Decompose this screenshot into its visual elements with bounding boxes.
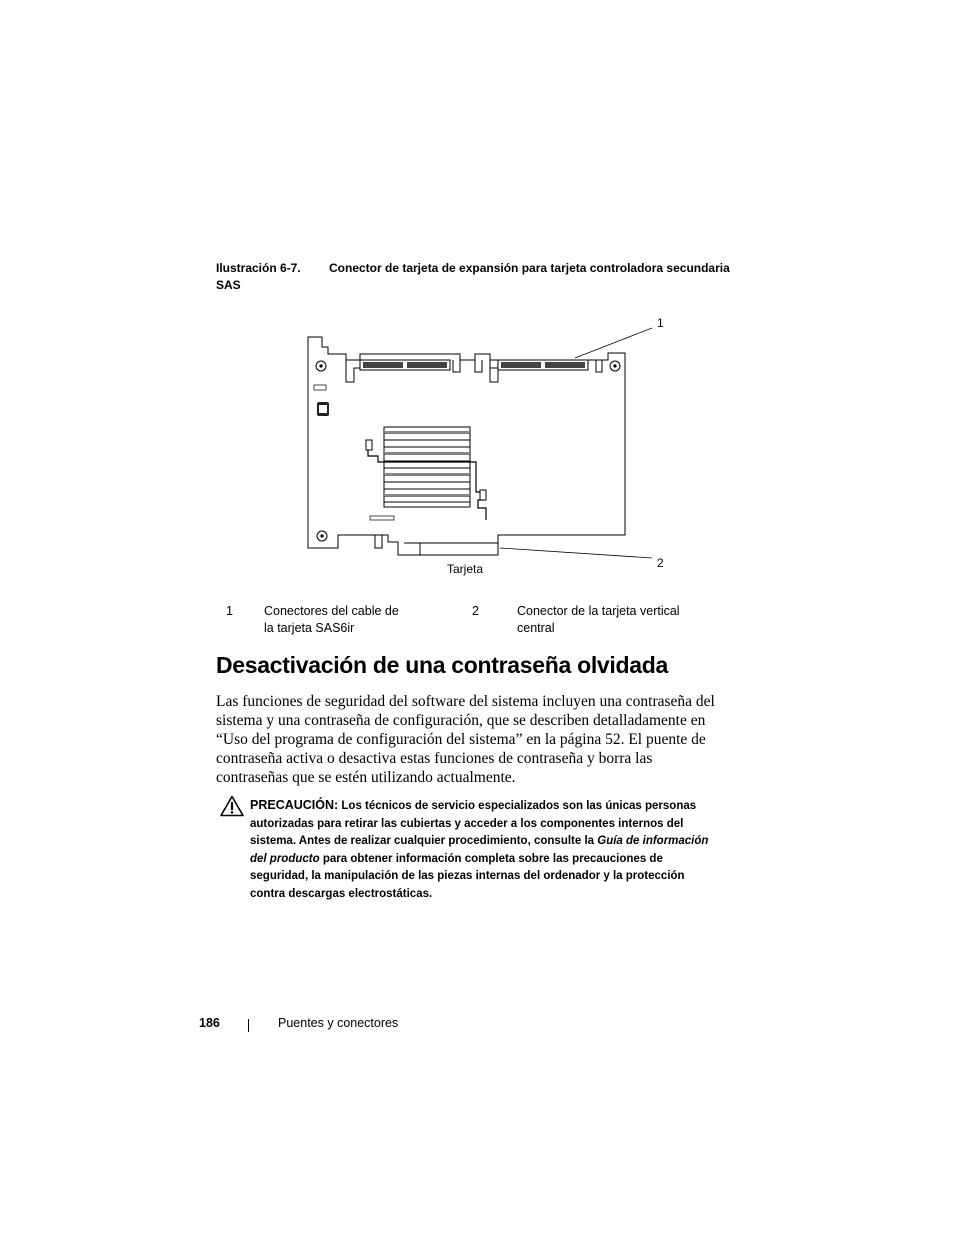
legend-number-1: 1 <box>226 604 233 618</box>
page-number: 186 <box>199 1016 220 1030</box>
section-paragraph: Las funciones de seguridad del software del sistema incluyen una contraseña del sistema y una contraseña de configuración, que se describen detalladamente en “Uso del programa de configuración del sistema” en la página 52. El puente de contraseña activa o desactiva estas funciones de contraseña y borra las contraseñas que se estén utilizando actualmente. <box>216 693 715 786</box>
page-footer <box>0 1016 954 1036</box>
callout-2: 2 <box>657 556 664 570</box>
caution-text-after: para obtener información completa sobre las precauciones de seguridad, la manipulación de las piezas internas del ordenador y la protección contra descargas electrostáticas. <box>250 852 685 900</box>
sas-card-illustration <box>300 310 680 580</box>
legend-text-1: Conectores del cable de la tarjeta SAS6ir <box>264 604 399 635</box>
figure-caption <box>216 260 736 294</box>
footer-separator <box>248 1019 249 1032</box>
legend-text-2: Conector de la tarjeta vertical central <box>517 604 680 635</box>
caution-reference: Guía de información del producto <box>250 835 709 865</box>
caution-text-before: Los técnicos de servicio especializados son las únicas personas autorizadas para retirar las cubiertas y acceder a los componentes internos del sistema. Antes de realizar cualquier procedimiento, consulte la <box>250 800 697 847</box>
tarjeta-label: Tarjeta <box>447 562 484 576</box>
caution-label: PRECAUCIÓN: <box>250 798 339 812</box>
section-heading: Desactivación de una contraseña olvidada <box>216 652 668 678</box>
footer-section-name: Puentes y conectores <box>278 1016 399 1030</box>
legend-number-2: 2 <box>472 604 479 618</box>
figure-title: Conector de tarjeta de expansión para tarjeta controladora secundaria SAS <box>216 261 730 292</box>
warning-triangle-icon <box>220 795 244 822</box>
caution-text <box>250 797 718 903</box>
callout-1: 1 <box>657 316 664 330</box>
figure-number: Ilustración 6-7. <box>216 261 301 275</box>
